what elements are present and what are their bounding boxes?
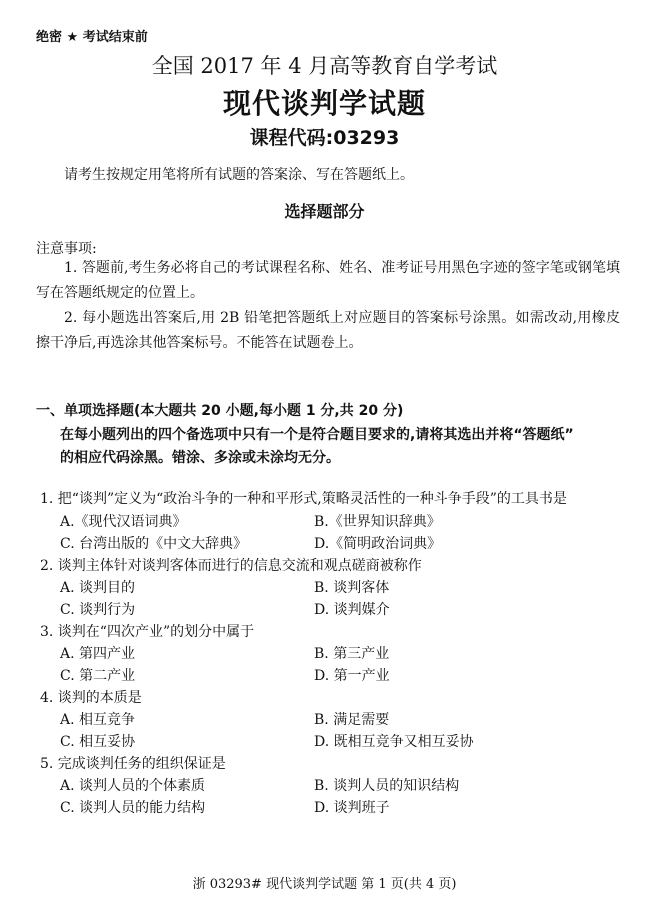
page-footer: 浙 03293# 现代谈判学试题 第 1 页(共 4 页) (192, 877, 457, 892)
notice-item: 2. 每小题选出答案后,用 2B 铅笔把答题纸上对应题目的答案标号涂黑。如需改动,用橡皮擦干净后,再选涂其他答案标号。不能答在试题卷上。 (36, 310, 620, 351)
option-a: A. 相互竞争 (60, 712, 136, 728)
option-a: A. 谈判人员的个体素质 (60, 778, 206, 794)
option-a: A. 谈判目的 (60, 580, 136, 596)
option-d: D. 谈判班子 (314, 800, 390, 816)
confidential-label: 绝密 ★ 考试结束前 (36, 30, 148, 45)
option-c: C. 第二产业 (60, 668, 136, 684)
option-c: C. 谈判人员的能力结构 (60, 800, 206, 816)
exam-title: 全国 2017 年 4 月高等教育自学考试 (151, 54, 498, 78)
paper-title: 现代谈判学试题 (222, 87, 426, 120)
question-stem: 1. 把“谈判”定义为“政治斗争的一种和平形式,策略灵活性的一种斗争手段”的工具书是 (40, 491, 567, 507)
option-b: B.《世界知识辞典》 (314, 514, 441, 530)
option-d: D. 谈判媒介 (314, 602, 390, 618)
question-stem: 5. 完成谈判任务的组织保证是 (40, 756, 226, 772)
answer-instruction: 请考生按规定用笔将所有试题的答案涂、写在答题纸上。 (64, 167, 414, 183)
option-c: C. 相互妥协 (60, 734, 136, 750)
option-b: B. 谈判客体 (314, 580, 390, 596)
option-a: A. 第四产业 (60, 646, 136, 662)
notice-item: 1. 答题前,考生务必将自己的考试课程名称、姓名、准考证号用黑色字迹的签字笔或钢笔填写在答题纸规定的位置上。 (36, 260, 620, 301)
option-c: C. 谈判行为 (60, 602, 136, 618)
section-title: 选择题部分 (284, 202, 365, 221)
course-code: 课程代码:03293 (249, 127, 400, 149)
option-b: B. 谈判人员的知识结构 (314, 778, 460, 794)
part-description: 在每小题列出的四个备选项中只有一个是符合题目要求的,请将其选出并将“答题纸” (60, 427, 574, 443)
option-c: C. 台湾出版的《中文大辞典》 (60, 536, 248, 552)
notice-heading: 注意事项: (36, 241, 97, 257)
option-d: D. 既相互竞争又相互妥协 (314, 734, 474, 750)
question-stem: 2. 谈判主体针对谈判客体而进行的信息交流和观点磋商被称作 (40, 558, 422, 574)
option-b: B. 满足需要 (314, 712, 390, 728)
question-stem: 3. 谈判在“四次产业”的划分中属于 (40, 624, 255, 640)
option-b: B. 第三产业 (314, 646, 390, 662)
option-d: D. 第一产业 (314, 668, 390, 684)
option-a: A.《现代汉语词典》 (60, 514, 187, 530)
option-d: D.《简明政治词典》 (314, 536, 442, 552)
part-heading: 一、单项选择题(本大题共 20 小题,每小题 1 分,共 20 分) (36, 403, 404, 419)
part-description: 的相应代码涂黑。错涂、多涂或未涂均无分。 (60, 450, 340, 466)
question-stem: 4. 谈判的本质是 (40, 690, 142, 706)
